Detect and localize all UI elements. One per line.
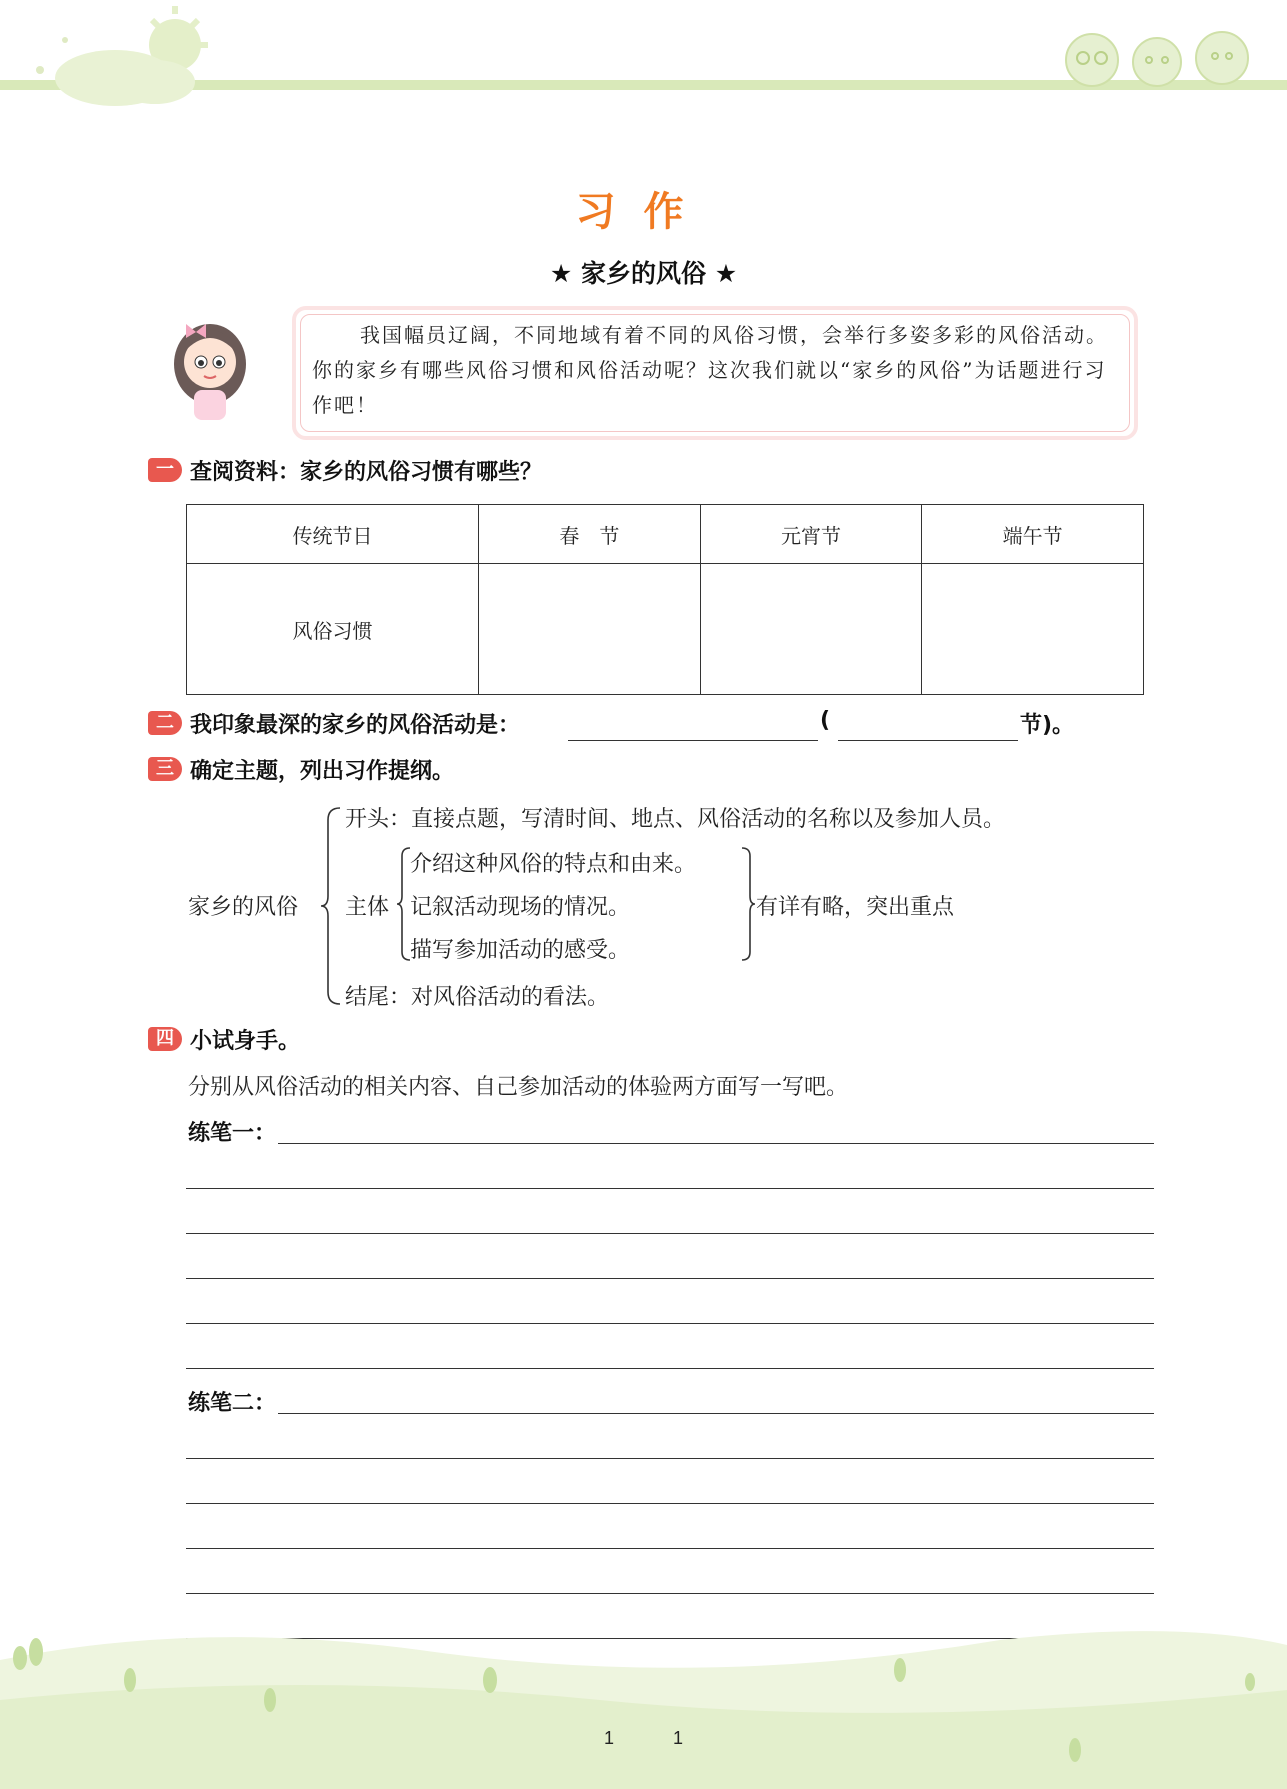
table-header-cell: 端午节 [922, 505, 1144, 564]
writing-line[interactable] [278, 1413, 1154, 1414]
writing-line[interactable] [186, 1278, 1154, 1279]
writing-line[interactable] [186, 1188, 1154, 1189]
cartoon-animals-icon [1057, 18, 1257, 90]
practice-instruction: 分别从风俗活动的相关内容、自己参加活动的体验两方面写一写吧。 [188, 1075, 849, 1100]
outline-body-item: 介绍这种风俗的特点和由来。 [410, 852, 697, 877]
writing-line[interactable] [186, 1323, 1154, 1324]
section-title-two: 我印象最深的家乡的风俗活动是： [190, 713, 521, 738]
section-badge-two: 二 [148, 711, 182, 735]
writing-line[interactable] [186, 1503, 1154, 1504]
table-header-cell: 春 节 [479, 505, 701, 564]
answer-blank-activity[interactable] [568, 712, 818, 741]
hills-trees-icon [0, 1600, 1287, 1789]
answer-cell-dragon-boat[interactable] [922, 564, 1144, 695]
writing-line[interactable] [186, 1233, 1154, 1234]
section-title-four: 小试身手。 [190, 1029, 301, 1054]
page-title: 习作 [575, 189, 712, 235]
table-header-cell: 元宵节 [700, 505, 922, 564]
section-badge-three: 三 [148, 757, 182, 781]
section-title-one: 查阅资料：家乡的风俗习惯有哪些？ [190, 460, 543, 485]
writing-line[interactable] [186, 1548, 1154, 1549]
page-number-right: 1 [673, 1728, 684, 1748]
girl-illustration-icon [160, 312, 260, 424]
section-badge-four: 四 [148, 1027, 182, 1051]
festival-table [186, 504, 1144, 695]
outline-body-label: 主体 [345, 895, 390, 920]
practice-label-two: 练笔二： [188, 1391, 277, 1416]
outline-opening: 开头：直接点题，写清时间、地点、风俗活动的名称以及参加人员。 [345, 807, 1006, 832]
outline-ending: 结尾：对风俗活动的看法。 [345, 985, 610, 1010]
writing-line[interactable] [186, 1368, 1154, 1369]
outline-brace-main [320, 806, 342, 1006]
page-number-left: 1 [604, 1728, 615, 1748]
table-header-cell: 传统节日 [187, 505, 479, 564]
writing-line[interactable] [186, 1458, 1154, 1459]
intro-text: 我国幅员辽阔，不同地域有着不同的风俗习惯，会举行多姿多彩的风俗活动。你的家乡有哪些风俗习惯和风俗活动呢？这次我们就以“家乡的风俗”为话题进行习作吧！ [312, 323, 1108, 417]
section-title-three: 确定主题，列出习作提纲。 [190, 759, 455, 784]
practice-label-one: 练笔一： [188, 1121, 277, 1146]
outline-body-item: 记叙活动现场的情况。 [410, 895, 631, 920]
writing-line[interactable] [186, 1593, 1154, 1594]
cloud-sun-icon [20, 0, 210, 110]
page-subtitle: ★ 家乡的风俗 ★ [549, 259, 738, 288]
paren-open: ( [820, 708, 831, 733]
outline-root: 家乡的风俗 [188, 895, 299, 920]
answer-cell-spring[interactable] [479, 564, 701, 695]
answer-blank-festival[interactable] [838, 712, 1018, 741]
writing-line[interactable] [278, 1143, 1154, 1144]
outline-body-item: 描写参加活动的感受。 [410, 938, 631, 963]
outline-brace-note [740, 846, 756, 962]
answer-cell-lantern[interactable] [700, 564, 922, 695]
outline-body-note: 有详有略，突出重点 [756, 895, 955, 920]
table-row-label: 风俗习惯 [187, 564, 479, 695]
festival-suffix: 节)。 [1020, 713, 1075, 738]
section-badge-one: 一 [148, 458, 182, 482]
